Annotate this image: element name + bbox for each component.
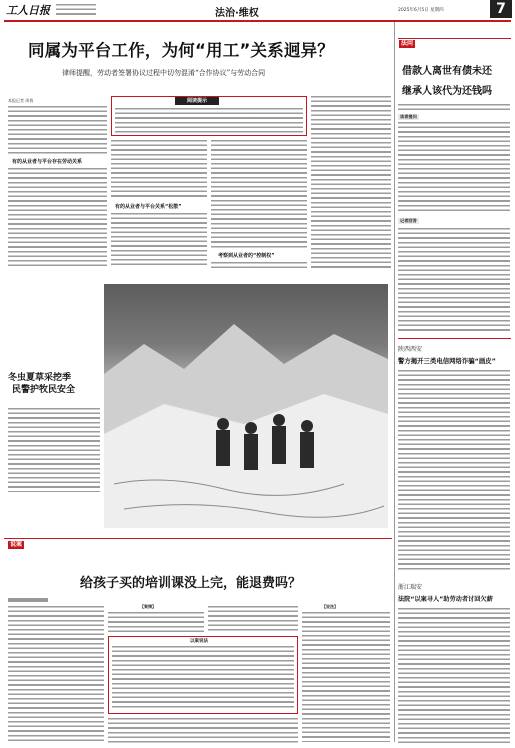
photo-scene <box>104 284 388 528</box>
photo-caption-text <box>8 408 100 492</box>
right-kicker-2: 浙江瑞安 <box>398 584 423 591</box>
right-headline: 借款人离世有债未还 <box>402 66 492 77</box>
right-lower-headline: 警方揭开三类电信网络诈骗“画皮” <box>398 357 496 365</box>
bottom-section-tag: 说案 <box>10 541 23 548</box>
right-subline: 继承人该代为还钱吗 <box>402 86 492 97</box>
right-byline <box>398 104 510 112</box>
news-photo <box>104 284 388 528</box>
lead-body-col2 <box>111 140 207 200</box>
right-kicker: 陕西西安 <box>398 346 423 353</box>
lead-byline: 本报记者 周倩 <box>8 98 34 103</box>
masthead-rule <box>4 20 511 22</box>
bottom-headline: 给孩子买的培训课没上完，能退费吗？ <box>80 576 302 591</box>
case-analysis-text <box>112 646 294 710</box>
photo-caption-title: 冬虫夏草采挖季 <box>8 373 72 383</box>
case-analysis-title: 以案说法 <box>190 639 208 644</box>
lead-headline: 同属为平台工作，为何“用工”关系迥异？ <box>28 41 334 60</box>
photo-caption-box <box>8 372 103 532</box>
right-mid-rule <box>398 338 511 339</box>
right-lower-text <box>398 370 510 570</box>
column-divider <box>394 22 395 742</box>
bottom-body-col2b <box>108 718 298 744</box>
bottom-body-col1 <box>8 606 104 744</box>
lead-subhead: 律师提醒，劳动者签署协议过程中切勿混淆“合作协议”与劳动合同 <box>62 69 266 77</box>
bottom-byline <box>8 598 48 602</box>
date-line: 2025年6月5日 星期四 <box>398 8 444 13</box>
lead-body-col2b <box>111 213 207 266</box>
right-lower-headline-2: 法院“以案寻人”助劳动者讨回欠薪 <box>398 596 493 603</box>
right-top-rule <box>398 38 511 39</box>
bottom-label-case: 【案情】 <box>140 604 156 609</box>
right-qa-label-1: 读者提问 <box>400 114 417 119</box>
right-qa-label-2: 记者回答 <box>400 218 417 223</box>
bottom-section-rule <box>4 538 392 539</box>
page-number: 7 <box>490 0 512 18</box>
masthead-small-lines <box>56 4 96 16</box>
lead-body-col4 <box>311 96 391 268</box>
right-question-text <box>398 122 510 214</box>
masthead <box>0 0 515 20</box>
lead-body-col3 <box>211 140 307 248</box>
bottom-body-col2 <box>108 612 204 632</box>
lead-body-col3b <box>211 262 307 270</box>
right-answer-text <box>398 228 510 332</box>
lead-subhead-2: 有的从业者与平台关系“松散” <box>115 204 182 210</box>
bottom-body-col4 <box>302 612 390 742</box>
photo-caption-subtitle: 民警护牧民安全 <box>12 385 76 395</box>
lead-subhead-3: 考察到从业者的“控制权” <box>218 253 275 259</box>
bottom-body-col3 <box>208 606 298 632</box>
section-title: 法治·维权 <box>215 8 259 19</box>
lead-subhead-1: 有的从业者与平台存在劳动关系 <box>12 159 83 165</box>
right-lower-text-2 <box>398 608 510 744</box>
lead-body-col1-top <box>8 106 107 156</box>
reading-tip-label: 阅读提示 <box>175 97 219 105</box>
lead-body-col1-bottom <box>8 168 107 266</box>
bottom-label-law: 【说法】 <box>322 604 338 609</box>
newspaper-logo: 工人日报 <box>6 4 50 17</box>
right-tag: 法问 <box>401 40 414 47</box>
reading-tip-text <box>115 108 303 134</box>
